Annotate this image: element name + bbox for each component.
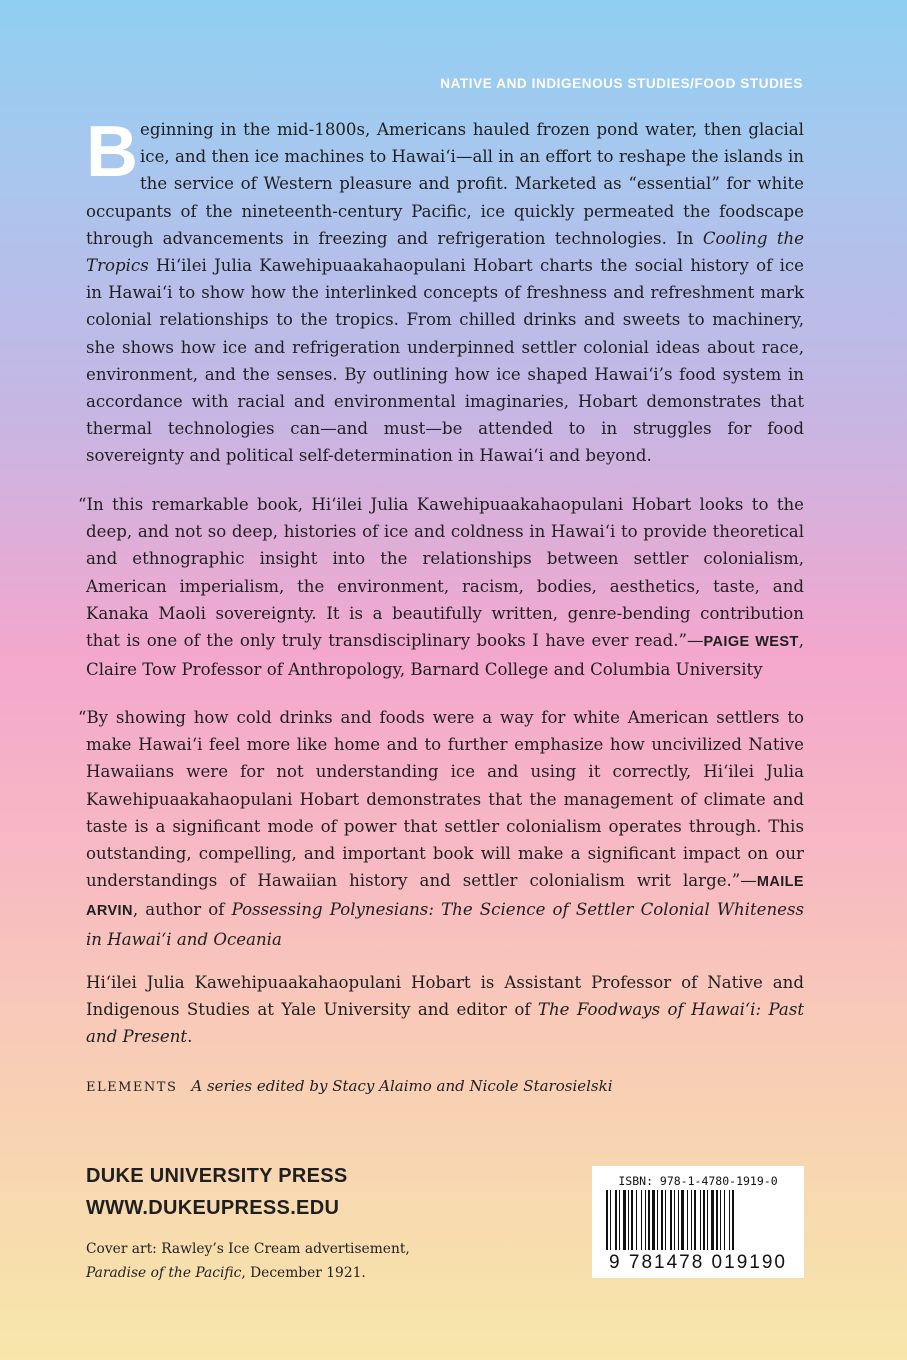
quote1-affiliation: , Claire Tow Professor of Anthropology, Barnard College and Columbia University bbox=[86, 631, 804, 680]
series-line bbox=[86, 1074, 613, 1100]
category-label: NATIVE AND INDIGENOUS STUDIES/FOOD STUDIES bbox=[440, 76, 803, 91]
quote2-text: “By showing how cold drinks and foods were a way for white American settlers to make Hawai‘i feel more like home and to further emphasize how uncivilized Native Hawaiians were for not understanding ice and using it correctly, Hi‘ilei Julia Kawehipuaakahaopulani Hobart demonstrates that the management of climate and taste is a significant mode of power that settler colonialism operates through. This outstanding, compelling, and important book will make a significant impact on our understandings of Hawaiian history and settler colonialism writ large.”— bbox=[78, 708, 804, 891]
description-part-1: eginning in the mid-1800s, Americans hauled frozen pond water, then glacial ice, and then ice machines to Hawai‘i—all in an effort to reshape the islands in the service of Western pleasure and profit. Marketed as “essential” for white occupants of the nineteenth-century Pacific, ice quickly permeated the foodscape through advancements in freezing and refrigeration technologies. In bbox=[86, 120, 804, 248]
isbn-label: ISBN: 978-1-4780-1919-0 bbox=[618, 1174, 778, 1188]
barcode-bar bbox=[619, 1190, 620, 1250]
barcode-bar bbox=[687, 1190, 688, 1250]
barcode-bar bbox=[628, 1190, 629, 1250]
barcode-bar bbox=[716, 1190, 718, 1250]
barcode-bar bbox=[631, 1190, 633, 1250]
series-editors: A series edited by Stacy Alaimo and Nicole Starosielski bbox=[191, 1077, 613, 1095]
endorsement-quote-2 bbox=[78, 704, 804, 953]
cover-art-source: Paradise of the Pacific bbox=[86, 1265, 242, 1281]
quote2-affiliation-title: Possessing Polynesians: The Science of Settler Colonial Whiteness in Hawai‘i and Oceania bbox=[86, 900, 804, 949]
description-part-2: Hi‘ilei Julia Kawehipuaakahaopulani Hobart charts the social history of ice in Hawai‘i to show how the interlinked concepts of freshness and refreshment mark colonial relationships to the tropics. From chilled drinks and sweets to machinery, she shows how ice and refrigeration underpinned settler colonial ideas about race, environment, and the senses. By outlining how ice shaped Hawai‘i’s food system in accordance with racial and environmental imaginaries, Hobart demonstrates that thermal technologies can—and must—be attended to in struggles for food sovereignty and political self-determination in Hawai‘i and beyond. bbox=[86, 256, 804, 466]
quote1-author: PAIGE WEST bbox=[703, 634, 799, 651]
book-title: Cooling the Tropics bbox=[86, 228, 804, 276]
book-description bbox=[86, 112, 804, 470]
barcode-bar bbox=[661, 1190, 663, 1250]
barcode-bar bbox=[641, 1190, 642, 1250]
series-name: ELEMENTS bbox=[86, 1080, 178, 1095]
quote2-affiliation-prefix: , author of bbox=[132, 900, 232, 920]
barcode-bar bbox=[700, 1190, 701, 1250]
barcode-bars bbox=[606, 1190, 790, 1250]
barcode-bar bbox=[732, 1190, 734, 1250]
bio-text: Hi‘ilei Julia Kawehipuaakahaopulani Hobart is Assistant Professor of Native and Indigenous Studies at Yale University and editor of bbox=[86, 973, 804, 1020]
bio-end: . bbox=[187, 1027, 193, 1047]
barcode-bar bbox=[691, 1190, 692, 1250]
barcode-bar bbox=[652, 1190, 655, 1250]
barcode-bar bbox=[729, 1190, 730, 1250]
barcode-bar bbox=[610, 1190, 611, 1250]
publisher-name: DUKE UNIVERSITY PRESS bbox=[86, 1165, 348, 1187]
barcode-bar bbox=[623, 1190, 626, 1250]
barcode-bar bbox=[678, 1190, 679, 1250]
isbn-barcode bbox=[592, 1166, 804, 1278]
barcode-bar bbox=[694, 1190, 696, 1250]
barcode-bar bbox=[657, 1190, 658, 1250]
barcode-number: 9 781478 019190 bbox=[609, 1252, 787, 1273]
barcode-bar bbox=[674, 1190, 675, 1250]
bio-book-title: The Foodways of Hawai‘i: Past and Present bbox=[86, 1000, 805, 1047]
barcode-bar bbox=[645, 1190, 646, 1250]
endorsement-quote-1 bbox=[78, 491, 804, 683]
author-bio bbox=[86, 969, 804, 1051]
barcode-bar bbox=[720, 1190, 721, 1250]
quote2-author: MAILE ARVIN bbox=[86, 874, 804, 920]
quote1-text: “In this remarkable book, Hi‘ilei Julia Kawehipuaakahaopulani Hobart looks to the deep, and not so deep, histories of ice and coldness in Hawai‘i to provide theoretical and ethnographic insight into the relationships between settler colonialism, American imperialism, the environment, racism, bodies, aesthetics, taste, and Kanaka Maoli sovereignty. It is a beautifully written, genre-bending contribution that is one of the only truly transdisciplinary books I have ever read.”— bbox=[78, 495, 804, 651]
cover-art-date: , December 1921. bbox=[241, 1265, 366, 1281]
barcode-bar bbox=[636, 1190, 637, 1250]
publisher-block bbox=[86, 1160, 348, 1224]
barcode-bar bbox=[665, 1190, 666, 1250]
barcode-bar bbox=[703, 1190, 705, 1250]
cover-art-line1: Cover art: Rawley’s Ice Cream advertisement, bbox=[86, 1241, 410, 1257]
drop-cap: B bbox=[86, 112, 138, 192]
barcode-bar bbox=[615, 1190, 617, 1250]
barcode-bar bbox=[648, 1190, 650, 1250]
barcode-bar bbox=[606, 1190, 608, 1250]
barcode-bar bbox=[707, 1190, 708, 1250]
barcode-bar bbox=[681, 1190, 684, 1250]
publisher-url: WWW.DUKEUPRESS.EDU bbox=[86, 1197, 340, 1219]
cover-art-credit bbox=[86, 1237, 410, 1285]
barcode-bar bbox=[724, 1190, 725, 1250]
barcode-bar bbox=[711, 1190, 714, 1250]
barcode-bar bbox=[670, 1190, 672, 1250]
